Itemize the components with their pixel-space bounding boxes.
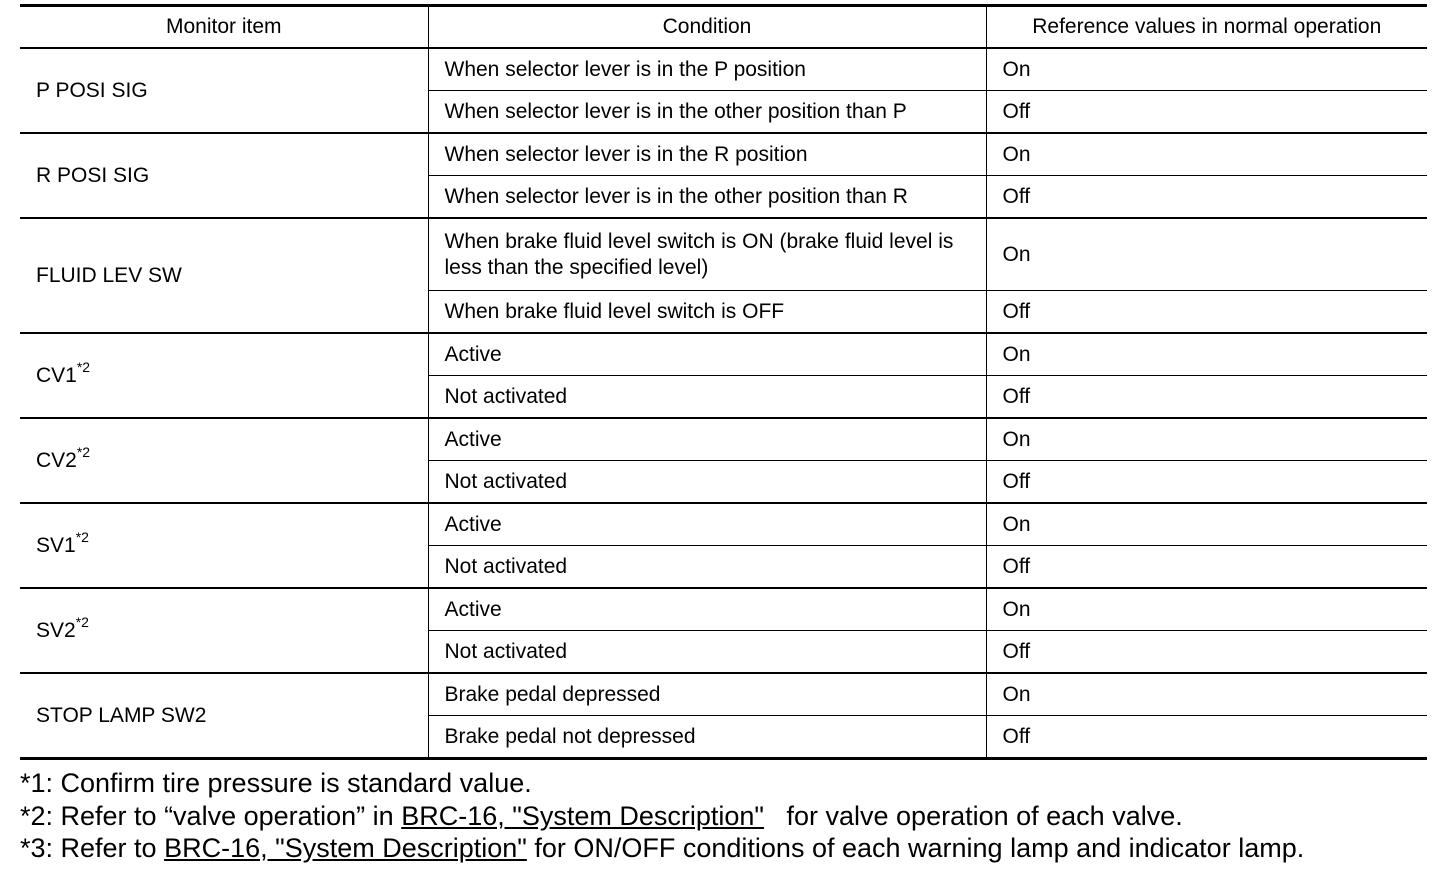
monitor-item-cell bbox=[20, 218, 428, 333]
monitor-item-label: R POSI SIG bbox=[36, 163, 150, 187]
table-row bbox=[20, 218, 1427, 291]
table-row bbox=[20, 48, 1427, 91]
condition-cell: Not activated bbox=[428, 376, 986, 419]
monitor-item-cell bbox=[20, 333, 428, 418]
table-row bbox=[20, 503, 1427, 546]
reference-value-cell: Off bbox=[986, 376, 1427, 419]
header-monitor-item: Monitor item bbox=[20, 6, 428, 49]
reference-value-cell: Off bbox=[986, 176, 1427, 219]
condition-cell: Active bbox=[428, 588, 986, 631]
monitor-item-label: SV1 bbox=[36, 533, 76, 557]
monitor-item-label: CV2 bbox=[36, 448, 77, 472]
footnote-3 bbox=[20, 832, 1430, 865]
condition-cell: Active bbox=[428, 503, 986, 546]
reference-value-cell: On bbox=[986, 673, 1427, 716]
footnote-2 bbox=[20, 800, 1430, 833]
condition-cell: When brake fluid level switch is OFF bbox=[428, 291, 986, 334]
table-row bbox=[20, 673, 1427, 716]
condition-cell: When selector lever is in the R position bbox=[428, 133, 986, 176]
monitor-item-label: CV1 bbox=[36, 363, 77, 387]
reference-value-cell: On bbox=[986, 503, 1427, 546]
condition-cell: When selector lever is in the P position bbox=[428, 48, 986, 91]
footnote-marker: *2 bbox=[75, 528, 89, 545]
condition-cell: Active bbox=[428, 418, 986, 461]
monitor-item-cell bbox=[20, 503, 428, 588]
monitor-item-label: STOP LAMP SW2 bbox=[36, 703, 207, 727]
reference-value-cell: Off bbox=[986, 91, 1427, 134]
condition-cell: Brake pedal depressed bbox=[428, 673, 986, 716]
reference-value-cell: On bbox=[986, 48, 1427, 91]
footnote-1-text: *1: Confirm tire pressure is standard value. bbox=[20, 768, 532, 798]
reference-value-cell: Off bbox=[986, 291, 1427, 334]
monitor-reference-table bbox=[20, 4, 1427, 760]
footnote-2-suffix: for valve operation of each valve. bbox=[763, 800, 1183, 831]
reference-value-cell: Off bbox=[986, 461, 1427, 504]
reference-value-cell: Off bbox=[986, 546, 1427, 589]
monitor-item-cell bbox=[20, 418, 428, 503]
reference-value-cell: Off bbox=[1002, 724, 1031, 748]
condition-cell: Brake pedal not depressed bbox=[428, 716, 986, 759]
table-row bbox=[20, 133, 1427, 176]
reference-value-cell: Off bbox=[986, 631, 1427, 674]
monitor-item-cell bbox=[20, 133, 428, 218]
condition-cell: When selector lever is in the other position than P bbox=[428, 91, 986, 134]
brc16-system-description-link[interactable]: BRC-16, "System Description" bbox=[164, 833, 527, 863]
footnote-1 bbox=[20, 767, 1430, 800]
footnote-3-prefix: *3: Refer to bbox=[20, 833, 165, 863]
condition-cell: Not activated bbox=[428, 546, 986, 589]
footnote-3-suffix: for ON/OFF conditions of each warning lamp and indicator lamp. bbox=[526, 833, 1305, 863]
footnote-marker: *2 bbox=[75, 613, 89, 630]
footnote-2-prefix: *2: Refer to “valve operation” in bbox=[20, 800, 402, 831]
header-reference-values: Reference values in normal operation bbox=[986, 6, 1427, 49]
monitor-item-cell bbox=[20, 48, 428, 133]
monitor-item-label: SV2 bbox=[36, 618, 76, 642]
table-row bbox=[20, 418, 1427, 461]
brc16-system-description-link[interactable]: BRC-16, "System Description" bbox=[401, 800, 764, 831]
table-row bbox=[20, 333, 1427, 376]
condition-cell: Not activated bbox=[428, 461, 986, 504]
monitor-item-label: FLUID LEV SW bbox=[36, 263, 182, 287]
table-row bbox=[20, 588, 1427, 631]
reference-value-cell: On bbox=[986, 418, 1427, 461]
condition-cell: Not activated bbox=[428, 631, 986, 674]
footnotes bbox=[20, 767, 1430, 865]
monitor-item-label: P POSI SIG bbox=[36, 78, 148, 102]
reference-value-cell: On bbox=[986, 218, 1427, 291]
reference-value-cell: On bbox=[986, 588, 1427, 631]
monitor-item-cell bbox=[20, 588, 428, 673]
condition-cell: When brake fluid level switch is ON (brake fluid level is less than the specified level) bbox=[428, 218, 986, 291]
footnote-marker: *2 bbox=[76, 358, 91, 375]
reference-value-cell: On bbox=[986, 333, 1427, 376]
table-header-row bbox=[20, 6, 1427, 49]
reference-value-cell: On bbox=[986, 133, 1427, 176]
condition-cell: When selector lever is in the other position than R bbox=[428, 176, 986, 219]
header-condition: Condition bbox=[428, 6, 986, 49]
footnote-marker: *2 bbox=[76, 443, 91, 460]
condition-cell: Active bbox=[428, 333, 986, 376]
monitor-item-cell bbox=[20, 673, 428, 759]
